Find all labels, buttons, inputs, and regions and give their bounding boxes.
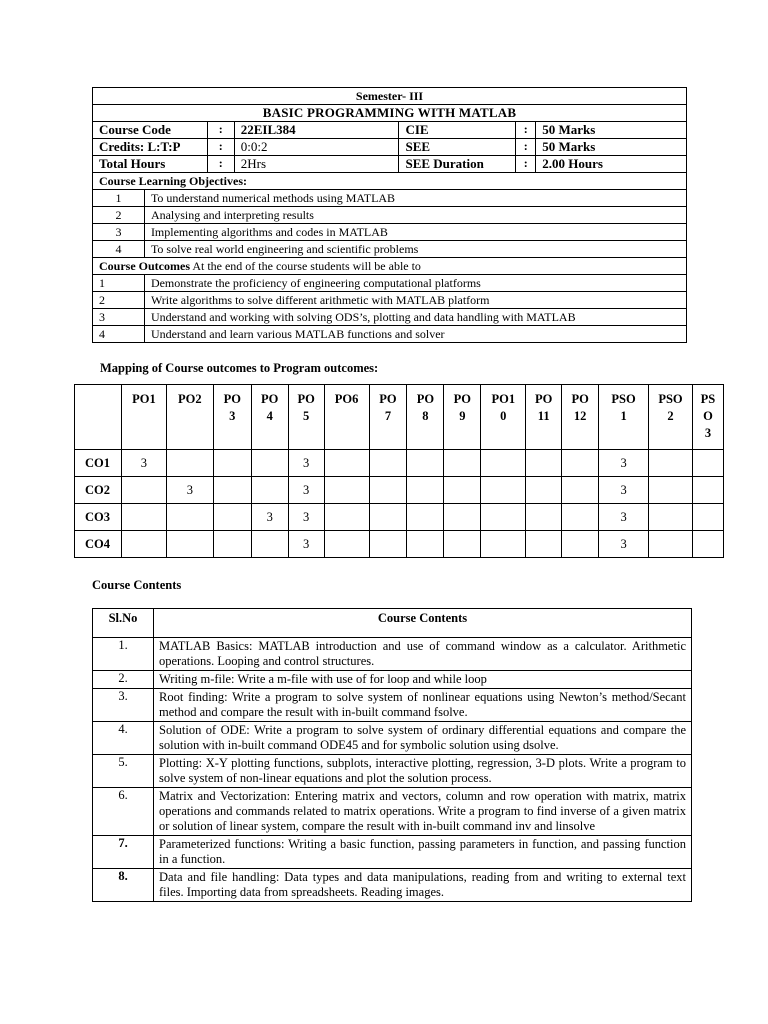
mapping-heading: Mapping of Course outcomes to Program outcomes: bbox=[100, 361, 379, 375]
content-number: 8. bbox=[93, 869, 154, 902]
co-row bbox=[75, 477, 724, 504]
content-number: 3. bbox=[93, 689, 154, 722]
mapping-header-row bbox=[75, 385, 724, 450]
po-header-line: PSO bbox=[658, 392, 683, 406]
course-info-table bbox=[92, 87, 687, 343]
content-row bbox=[93, 836, 692, 869]
content-number: 1. bbox=[93, 638, 154, 671]
mapping-cell bbox=[407, 450, 444, 477]
mapping-cell: 3 bbox=[288, 450, 324, 477]
info-label: Course Code bbox=[93, 122, 208, 139]
mapping-cell bbox=[481, 504, 526, 531]
co-label: CO1 bbox=[75, 450, 122, 477]
objective-row bbox=[93, 224, 687, 241]
content-number: 6. bbox=[93, 788, 154, 836]
po-column-header bbox=[166, 385, 213, 450]
po-header-line: PS bbox=[700, 392, 716, 406]
objective-text: To understand numerical methods using MATLAB bbox=[144, 190, 686, 207]
info-value: 22EIL384 bbox=[234, 122, 399, 139]
po-header-line: 5 bbox=[303, 409, 310, 423]
co-row bbox=[75, 504, 724, 531]
info-separator: : bbox=[516, 139, 536, 156]
outcome-row bbox=[93, 292, 687, 309]
info-separator: : bbox=[207, 156, 234, 173]
content-row bbox=[93, 788, 692, 836]
outcomes-heading-cell bbox=[93, 258, 687, 275]
mapping-cell bbox=[166, 504, 213, 531]
info-separator: : bbox=[207, 122, 234, 139]
po-header-line: PO bbox=[416, 392, 435, 406]
objectives-heading: Course Learning Objectives: bbox=[93, 173, 687, 190]
mapping-cell bbox=[562, 450, 599, 477]
outcomes-heading: Course Outcomes bbox=[99, 259, 190, 273]
mapping-cell bbox=[562, 477, 599, 504]
mapping-cell: 3 bbox=[288, 477, 324, 504]
outcomes-intro: At the end of the course students will be able to bbox=[189, 259, 421, 273]
info-separator: : bbox=[207, 139, 234, 156]
info-label: CIE bbox=[399, 122, 516, 139]
mapping-cell: 3 bbox=[599, 531, 649, 558]
mapping-cell bbox=[213, 504, 251, 531]
po-column-header bbox=[599, 385, 649, 450]
po-header-line: 3 bbox=[229, 409, 236, 423]
mapping-cell bbox=[407, 477, 444, 504]
mapping-cell: 3 bbox=[599, 450, 649, 477]
mapping-cell bbox=[369, 450, 407, 477]
objective-text: To solve real world engineering and scientific problems bbox=[144, 241, 686, 258]
po-column-header bbox=[288, 385, 324, 450]
semester-label: Semester- III bbox=[93, 88, 687, 105]
mapping-cell bbox=[444, 531, 481, 558]
po-header-line: PO bbox=[535, 392, 553, 406]
mapping-cell bbox=[692, 531, 723, 558]
mapping-cell bbox=[166, 450, 213, 477]
content-row bbox=[93, 671, 692, 689]
co-label: CO2 bbox=[75, 477, 122, 504]
mapping-cell bbox=[213, 477, 251, 504]
objective-number: 4 bbox=[93, 241, 145, 258]
mapping-cell bbox=[526, 504, 562, 531]
mapping-cell bbox=[692, 504, 723, 531]
mapping-cell bbox=[166, 531, 213, 558]
mapping-cell bbox=[324, 504, 369, 531]
po-column-header bbox=[213, 385, 251, 450]
po-header-line: PO bbox=[379, 392, 397, 406]
po-column-header bbox=[526, 385, 562, 450]
course-info-row bbox=[93, 139, 687, 156]
content-description: Data and file handling: Data types and data manipulations, reading from and writing to external text files. Importing data from spreadsheets. Reading images. bbox=[154, 869, 692, 902]
outcome-number: 3 bbox=[93, 309, 145, 326]
outcome-row bbox=[93, 275, 687, 292]
contents-heading: Course Contents bbox=[92, 578, 182, 592]
mapping-cell bbox=[213, 450, 251, 477]
po-column-header bbox=[324, 385, 369, 450]
mapping-cell bbox=[369, 504, 407, 531]
mapping-cell bbox=[562, 504, 599, 531]
content-row bbox=[93, 722, 692, 755]
po-header-line: 1 bbox=[620, 409, 627, 423]
mapping-cell bbox=[481, 477, 526, 504]
mapping-cell bbox=[369, 477, 407, 504]
mapping-cell bbox=[692, 477, 723, 504]
mapping-cell: 3 bbox=[288, 531, 324, 558]
course-contents-header: Course Contents bbox=[154, 609, 692, 638]
mapping-cell: 3 bbox=[251, 504, 288, 531]
info-label: Credits: L:T:P bbox=[93, 139, 208, 156]
outcome-row bbox=[93, 326, 687, 343]
mapping-cell bbox=[649, 531, 693, 558]
po-header-line: PO bbox=[453, 392, 472, 406]
mapping-cell bbox=[213, 531, 251, 558]
content-number: 5. bbox=[93, 755, 154, 788]
content-description: Parameterized functions: Writing a basic function, passing parameters in function, and passing function in a function. bbox=[154, 836, 692, 869]
content-number: 2. bbox=[93, 671, 154, 689]
outcome-number: 1 bbox=[93, 275, 145, 292]
mapping-cell bbox=[481, 450, 526, 477]
mapping-cell bbox=[692, 450, 723, 477]
mapping-cell bbox=[251, 477, 288, 504]
mapping-cell: 3 bbox=[121, 450, 166, 477]
po-header-line: 11 bbox=[537, 409, 550, 423]
mapping-cell bbox=[444, 477, 481, 504]
info-label: SEE bbox=[399, 139, 516, 156]
objective-number: 3 bbox=[93, 224, 145, 241]
co-label: CO4 bbox=[75, 531, 122, 558]
content-number: 4. bbox=[93, 722, 154, 755]
content-row bbox=[93, 638, 692, 671]
course-contents-table bbox=[92, 608, 692, 902]
outcome-row bbox=[93, 309, 687, 326]
po-header-line: PO2 bbox=[178, 392, 202, 406]
info-separator: : bbox=[516, 156, 536, 173]
content-description: Writing m-file: Write a m-file with use of for loop and while loop bbox=[154, 671, 692, 689]
mapping-cell bbox=[369, 531, 407, 558]
mapping-cell: 3 bbox=[599, 504, 649, 531]
mapping-cell bbox=[526, 531, 562, 558]
outcome-number: 2 bbox=[93, 292, 145, 309]
po-header-line: PO6 bbox=[334, 392, 359, 406]
po-header-line: 3 bbox=[704, 426, 712, 440]
mapping-corner-cell bbox=[75, 385, 122, 450]
mapping-cell bbox=[251, 531, 288, 558]
po-header-line: 4 bbox=[266, 409, 273, 423]
content-row bbox=[93, 869, 692, 902]
po-header-line: PO bbox=[261, 392, 279, 406]
po-header-line: O bbox=[703, 409, 713, 423]
content-description: Plotting: X-Y plotting functions, subplots, interactive plotting, regression, 3-D plots. Write a program to solve system of non-linear equations and plot the solution process. bbox=[154, 755, 692, 788]
mapping-cell: 3 bbox=[599, 477, 649, 504]
info-value: 2.00 Hours bbox=[536, 156, 687, 173]
objective-number: 1 bbox=[93, 190, 145, 207]
mapping-cell bbox=[324, 477, 369, 504]
po-header-line: 2 bbox=[667, 409, 674, 423]
po-header-line: PO bbox=[223, 392, 241, 406]
po-header-line: 9 bbox=[459, 409, 466, 423]
contents-header-row bbox=[93, 609, 692, 638]
co-label: CO3 bbox=[75, 504, 122, 531]
mapping-cell bbox=[407, 504, 444, 531]
po-header-line: PSO bbox=[611, 392, 636, 406]
outcome-text: Demonstrate the proficiency of engineering computational platforms bbox=[144, 275, 686, 292]
co-row bbox=[75, 450, 724, 477]
objective-row bbox=[93, 190, 687, 207]
po-column-header bbox=[649, 385, 693, 450]
po-header-line: 12 bbox=[573, 409, 587, 423]
mapping-cell bbox=[649, 477, 693, 504]
mapping-cell bbox=[121, 531, 166, 558]
po-column-header bbox=[562, 385, 599, 450]
co-row bbox=[75, 531, 724, 558]
mapping-cell bbox=[121, 477, 166, 504]
po-column-header bbox=[444, 385, 481, 450]
content-description: Solution of ODE: Write a program to solve system of ordinary differential equations and compare the solution with in-built command ODE45 and for symbolic solution using dsolve. bbox=[154, 722, 692, 755]
info-value: 2Hrs bbox=[234, 156, 399, 173]
objective-number: 2 bbox=[93, 207, 145, 224]
mapping-cell bbox=[481, 531, 526, 558]
objective-row bbox=[93, 241, 687, 258]
mapping-cell bbox=[444, 450, 481, 477]
objective-text: Implementing algorithms and codes in MATLAB bbox=[144, 224, 686, 241]
info-label: Total Hours bbox=[93, 156, 208, 173]
mapping-cell bbox=[324, 531, 369, 558]
course-info-row bbox=[93, 156, 687, 173]
outcome-text: Write algorithms to solve different arithmetic with MATLAB platform bbox=[144, 292, 686, 309]
mapping-cell bbox=[251, 450, 288, 477]
po-column-header bbox=[481, 385, 526, 450]
po-header-line: 0 bbox=[500, 409, 507, 423]
outcome-number: 4 bbox=[93, 326, 145, 343]
info-separator: : bbox=[516, 122, 536, 139]
mapping-cell bbox=[649, 450, 693, 477]
mapping-cell bbox=[121, 504, 166, 531]
po-header-line: 8 bbox=[422, 409, 429, 423]
objective-text: Analysing and interpreting results bbox=[144, 207, 686, 224]
info-label: SEE Duration bbox=[399, 156, 516, 173]
mapping-cell bbox=[444, 504, 481, 531]
mapping-cell bbox=[562, 531, 599, 558]
mapping-cell bbox=[324, 450, 369, 477]
po-column-header bbox=[369, 385, 407, 450]
mapping-cell bbox=[526, 477, 562, 504]
content-row bbox=[93, 755, 692, 788]
po-header-line: PO bbox=[571, 392, 589, 406]
content-description: Matrix and Vectorization: Entering matrix and vectors, column and row operation with matrix, matrix operations and commands related to matrix operations. Write a program to find inverse of a given matrix or solution of linear system, compare the result with in-built command inv and linsolve bbox=[154, 788, 692, 836]
outcome-text: Understand and learn various MATLAB functions and solver bbox=[144, 326, 686, 343]
info-value: 0:0:2 bbox=[234, 139, 399, 156]
po-column-header bbox=[121, 385, 166, 450]
mapping-cell bbox=[526, 450, 562, 477]
course-title: BASIC PROGRAMMING WITH MATLAB bbox=[93, 105, 687, 122]
objective-row bbox=[93, 207, 687, 224]
po-header-line: 7 bbox=[384, 409, 392, 423]
mapping-cell bbox=[649, 504, 693, 531]
content-description: MATLAB Basics: MATLAB introduction and use of command window as a calculator. Arithmetic operations. Looping and control structures. bbox=[154, 638, 692, 671]
sl-no-header: Sl.No bbox=[93, 609, 154, 638]
mapping-cell: 3 bbox=[166, 477, 213, 504]
po-column-header bbox=[407, 385, 444, 450]
po-column-header bbox=[692, 385, 723, 450]
outcome-text: Understand and working with solving ODS’s, plotting and data handling with MATLAB bbox=[144, 309, 686, 326]
po-header-line: PO1 bbox=[132, 392, 156, 406]
info-value: 50 Marks bbox=[536, 139, 687, 156]
mapping-cell bbox=[407, 531, 444, 558]
content-number: 7. bbox=[93, 836, 154, 869]
po-header-line: PO1 bbox=[491, 392, 516, 406]
mapping-cell: 3 bbox=[288, 504, 324, 531]
po-header-line: PO bbox=[297, 392, 315, 406]
content-row bbox=[93, 689, 692, 722]
co-po-mapping-table bbox=[74, 384, 724, 558]
content-description: Root finding: Write a program to solve system of nonlinear equations using Newton’s method/Secant method and compare the result with in-built command fsolve. bbox=[154, 689, 692, 722]
info-value: 50 Marks bbox=[536, 122, 687, 139]
course-info-row bbox=[93, 122, 687, 139]
po-column-header bbox=[251, 385, 288, 450]
